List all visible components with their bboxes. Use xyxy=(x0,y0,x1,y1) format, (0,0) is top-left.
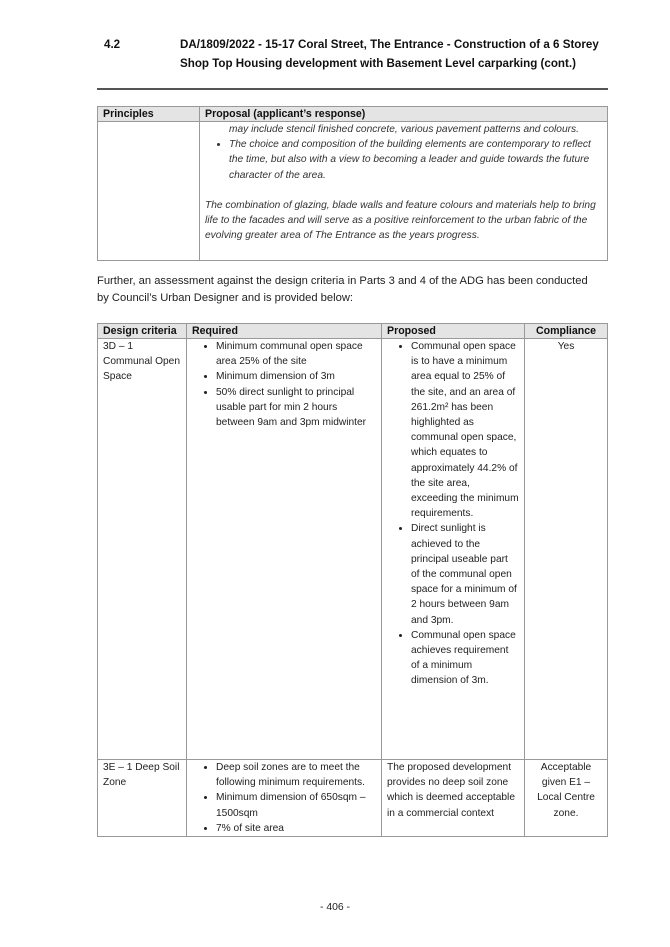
proposed-cell: The proposed development provides no deep soil zone which is deemed acceptable in a commercial context xyxy=(382,760,525,837)
proposed-cell xyxy=(382,339,525,760)
column-header: Principles xyxy=(98,107,200,122)
column-header: Proposal (applicant’s response) xyxy=(200,107,608,122)
continued-bullet-text: may include stencil finished concrete, various pavement patterns and colours. xyxy=(229,124,579,135)
list-item: • 50% direct sunlight to principal usable part for min 2 hours between 9am and 3pm midwinter xyxy=(216,385,376,431)
design-criteria-table xyxy=(97,323,608,837)
section-number: 4.2 xyxy=(104,38,121,51)
principle-cell xyxy=(98,122,200,261)
list-item: • Communal open space is to have a minimum area equal to 25% of the site, and an area of 261.2m² has been highlighted as communal open space, which equates to approximately 44.2% of the site area, exceeding the minimum requirements. xyxy=(411,339,519,521)
compliance-cell: Yes xyxy=(525,339,608,760)
table-row xyxy=(98,339,608,760)
table-row xyxy=(98,122,608,261)
section-title: DA/1809/2022 - 15-17 Coral Street, The Entrance - Construction of a 6 Storey Shop Top Housing development with Basement Level carparking (cont.) xyxy=(180,38,599,70)
list-item: • Deep soil zones are to meet the following minimum requirements. xyxy=(216,760,376,790)
list-item: • The choice and composition of the building elements are contemporary to reflect the time, but also with a view to becoming a leader and guide towards the future character of the area. xyxy=(229,137,602,183)
column-header: Compliance xyxy=(525,324,608,339)
table-row xyxy=(98,760,608,837)
list-item: • Minimum dimension of 650sqm – 1500sqm xyxy=(216,790,376,820)
criteria-cell: 3E – 1 Deep Soil Zone xyxy=(98,760,187,837)
criteria-cell: 3D – 1 Communal Open Space xyxy=(98,339,187,760)
required-cell xyxy=(187,339,382,760)
list-item: • Minimum communal open space area 25% of the site xyxy=(216,339,376,369)
column-header: Required xyxy=(187,324,382,339)
page-number: - 406 - xyxy=(319,902,351,913)
column-header: Proposed xyxy=(382,324,525,339)
list-item: • Direct sunlight is achieved to the principal useable part of the communal open space for a minimum of 2 hours between 9am and 3pm. xyxy=(411,521,519,627)
column-header: Design criteria xyxy=(98,324,187,339)
proposal-paragraph: The combination of glazing, blade walls and feature colours and materials help to bring life to the facades and will serve as a positive reinforcement to the urban fabric of the evolving greater area of The Entrance as the years progress. xyxy=(205,199,596,242)
table-header-row xyxy=(98,107,608,122)
intro-paragraph: Further, an assessment against the design criteria in Parts 3 and 4 of the ADG has been conducted by Council’s Urban Designer and is provided below: xyxy=(97,275,588,304)
heading-divider xyxy=(97,88,608,90)
list-item: • Communal open space achieves requirement of a minimum dimension of 3m. xyxy=(411,628,519,689)
proposal-cell xyxy=(200,122,608,261)
principles-table xyxy=(97,106,608,261)
table-header-row xyxy=(98,324,608,339)
list-item: • Minimum dimension of 3m xyxy=(216,369,376,384)
required-cell xyxy=(187,760,382,837)
compliance-cell: Acceptable given E1 – Local Centre zone. xyxy=(525,760,608,837)
list-item: • 7% of site area xyxy=(216,821,376,836)
